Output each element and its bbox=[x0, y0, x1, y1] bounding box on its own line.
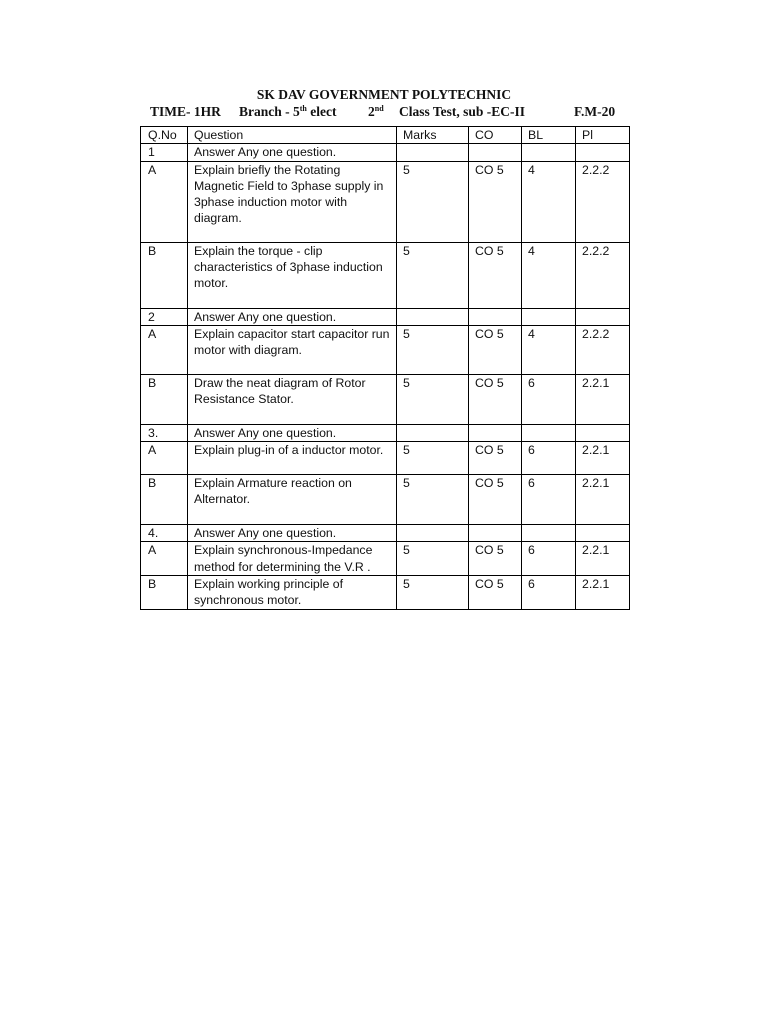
exam-time: TIME- 1HR bbox=[150, 104, 221, 119]
q-marks: 5 bbox=[397, 242, 469, 308]
q-text: Explain Armature reaction on Alternator. bbox=[188, 475, 397, 525]
table-row bbox=[141, 308, 630, 325]
q-text: Answer Any one question. bbox=[188, 308, 397, 325]
table-row bbox=[141, 542, 630, 576]
q-marks: 5 bbox=[397, 325, 469, 374]
q-bl: 4 bbox=[522, 242, 576, 308]
exam-branch bbox=[239, 103, 336, 120]
branch-ordinal: th bbox=[299, 104, 307, 113]
q-marks: 5 bbox=[397, 542, 469, 576]
test-num-text: 2 bbox=[368, 104, 375, 119]
q-co bbox=[469, 144, 522, 161]
q-text: Explain the torque - clip characteristics of 3phase induction motor. bbox=[188, 242, 397, 308]
q-co: CO 5 bbox=[469, 161, 522, 242]
col-header-question: Question bbox=[188, 127, 397, 144]
q-marks: 5 bbox=[397, 475, 469, 525]
col-header-qno: Q.No bbox=[141, 127, 188, 144]
q-co: CO 5 bbox=[469, 242, 522, 308]
q-marks: 5 bbox=[397, 442, 469, 475]
q-number: 4. bbox=[141, 525, 188, 542]
col-header-co: CO bbox=[469, 127, 522, 144]
col-header-marks: Marks bbox=[397, 127, 469, 144]
question-table bbox=[140, 126, 630, 610]
q-bl: 4 bbox=[522, 161, 576, 242]
q-co bbox=[469, 424, 522, 441]
institution-title: SK DAV GOVERNMENT POLYTECHNIC bbox=[256, 87, 512, 102]
q-number: 1 bbox=[141, 144, 188, 161]
q-text: Draw the neat diagram of Rotor Resistance Stator. bbox=[188, 374, 397, 424]
q-pi: 2.2.2 bbox=[576, 161, 630, 242]
q-number: B bbox=[141, 576, 188, 610]
q-co bbox=[469, 308, 522, 325]
q-text: Explain capacitor start capacitor run motor with diagram. bbox=[188, 325, 397, 374]
q-pi bbox=[576, 525, 630, 542]
q-bl: 4 bbox=[522, 325, 576, 374]
q-pi: 2.2.1 bbox=[576, 475, 630, 525]
col-header-bl: BL bbox=[522, 127, 576, 144]
branch-suffix: elect bbox=[306, 104, 337, 119]
q-marks bbox=[397, 525, 469, 542]
q-bl bbox=[522, 525, 576, 542]
q-bl: 6 bbox=[522, 475, 576, 525]
q-bl: 6 bbox=[522, 374, 576, 424]
col-header-pi: Pl bbox=[576, 127, 630, 144]
q-pi bbox=[576, 144, 630, 161]
table-row bbox=[141, 576, 630, 610]
q-co: CO 5 bbox=[469, 442, 522, 475]
q-pi: 2.2.1 bbox=[576, 576, 630, 610]
q-marks: 5 bbox=[397, 374, 469, 424]
q-number: 3. bbox=[141, 424, 188, 441]
q-text: Explain synchronous-Impedance method for determining the V.R . bbox=[188, 542, 397, 576]
q-text: Explain working principle of synchronous motor. bbox=[188, 576, 397, 610]
q-text: Answer Any one question. bbox=[188, 525, 397, 542]
q-number: B bbox=[141, 475, 188, 525]
q-co bbox=[469, 525, 522, 542]
q-pi: 2.2.1 bbox=[576, 442, 630, 475]
q-marks bbox=[397, 424, 469, 441]
q-co: CO 5 bbox=[469, 325, 522, 374]
q-pi: 2.2.2 bbox=[576, 325, 630, 374]
table-row bbox=[141, 442, 630, 475]
table-row bbox=[141, 325, 630, 374]
q-pi: 2.2.1 bbox=[576, 374, 630, 424]
q-bl bbox=[522, 144, 576, 161]
q-pi: 2.2.1 bbox=[576, 542, 630, 576]
q-bl bbox=[522, 308, 576, 325]
q-pi: 2.2.2 bbox=[576, 242, 630, 308]
q-number: B bbox=[141, 374, 188, 424]
q-text: Answer Any one question. bbox=[188, 144, 397, 161]
table-row bbox=[141, 161, 630, 242]
table-row bbox=[141, 525, 630, 542]
q-bl: 6 bbox=[522, 576, 576, 610]
q-co: CO 5 bbox=[469, 475, 522, 525]
q-text: Explain briefly the Rotating Magnetic Field to 3phase supply in 3phase induction motor with diagram. bbox=[188, 161, 397, 242]
q-number: A bbox=[141, 325, 188, 374]
exam-header bbox=[140, 86, 628, 120]
table-row bbox=[141, 475, 630, 525]
q-co: CO 5 bbox=[469, 576, 522, 610]
table-row bbox=[141, 242, 630, 308]
table-row bbox=[141, 144, 630, 161]
q-bl: 6 bbox=[522, 442, 576, 475]
test-ordinal: nd bbox=[374, 104, 384, 113]
q-marks bbox=[397, 144, 469, 161]
full-marks: F.M-20 bbox=[574, 104, 616, 119]
branch-text: Branch - 5 bbox=[239, 104, 300, 119]
q-bl: 6 bbox=[522, 542, 576, 576]
table-row bbox=[141, 424, 630, 441]
table-row bbox=[141, 374, 630, 424]
q-number: A bbox=[141, 442, 188, 475]
q-bl bbox=[522, 424, 576, 441]
q-marks: 5 bbox=[397, 161, 469, 242]
q-number: 2 bbox=[141, 308, 188, 325]
q-marks: 5 bbox=[397, 576, 469, 610]
q-co: CO 5 bbox=[469, 374, 522, 424]
q-number: A bbox=[141, 542, 188, 576]
test-subject: Class Test, sub -EC-II bbox=[399, 104, 526, 119]
q-marks bbox=[397, 308, 469, 325]
q-number: B bbox=[141, 242, 188, 308]
table-header-row bbox=[141, 127, 630, 144]
q-pi bbox=[576, 424, 630, 441]
q-pi bbox=[576, 308, 630, 325]
q-co: CO 5 bbox=[469, 542, 522, 576]
test-number bbox=[368, 103, 384, 120]
exam-info-line bbox=[140, 103, 628, 120]
q-number: A bbox=[141, 161, 188, 242]
q-text: Answer Any one question. bbox=[188, 424, 397, 441]
q-text: Explain plug-in of a inductor motor. bbox=[188, 442, 397, 475]
